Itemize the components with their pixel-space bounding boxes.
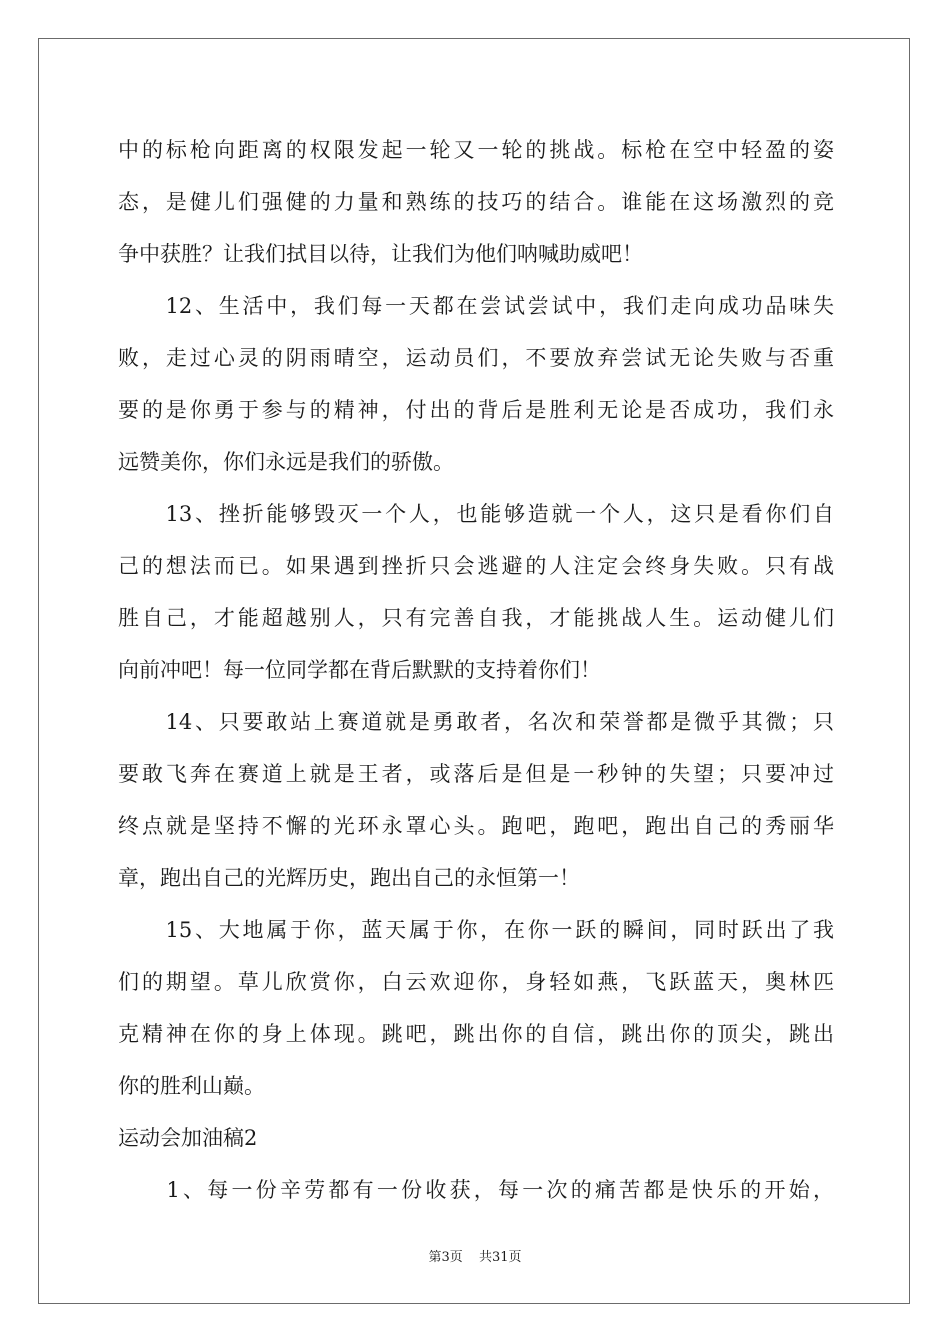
text-line: 己的想法而已。如果遇到挫折只会逃避的人注定会终身失败。只有战 [118, 554, 834, 578]
text-line: 1、每一份辛劳都有一份收获，每一次的痛苦都是快乐的开始， [118, 1178, 834, 1202]
text-line: 中的标枪向距离的权限发起一轮又一轮的挑战。标枪在空中轻盈的姿 [118, 138, 834, 162]
text-line: 13、挫折能够毁灭一个人，也能够造就一个人，这只是看你们自 [118, 502, 834, 526]
text-line: 你的胜利山巅。 [118, 1074, 265, 1098]
text-line: 14、只要敢站上赛道就是勇敢者，名次和荣誉都是微乎其微；只 [118, 710, 834, 734]
page-total: 共31页 [478, 1250, 522, 1265]
text-line: 章，跑出自己的光辉历史，跑出自己的永恒第一！ [118, 866, 580, 890]
document-body [118, 127, 834, 1219]
text-line: 们的期望。草儿欣赏你，白云欢迎你，身轻如燕，飞跃蓝天，奥林匹 [118, 970, 834, 994]
text-line: 要的是你勇于参与的精神，付出的背后是胜利无论是否成功，我们永 [118, 398, 834, 422]
page-footer [0, 1246, 950, 1265]
text-line: 远赞美你，你们永远是我们的骄傲。 [118, 450, 454, 474]
text-line: 15、大地属于你，蓝天属于你，在你一跃的瞬间，同时跃出了我 [118, 918, 834, 942]
text-line: 向前冲吧！每一位同学都在背后默默的支持着你们！ [118, 658, 601, 682]
text-line: 态，是健儿们强健的力量和熟练的技巧的结合。谁能在这场激烈的竞 [118, 190, 834, 214]
text-line: 克精神在你的身上体现。跳吧，跳出你的自信，跳出你的顶尖，跳出 [118, 1022, 834, 1046]
text-line: 争中获胜？让我们拭目以待，让我们为他们呐喊助威吧！ [118, 242, 643, 266]
text-line: 要敢飞奔在赛道上就是王者，或落后是但是一秒钟的失望；只要冲过 [118, 762, 834, 786]
page-number: 第3页 [428, 1250, 463, 1265]
text-line: 败，走过心灵的阴雨晴空，运动员们，不要放弃尝试无论失败与否重 [118, 346, 834, 370]
text-line: 运动会加油稿2 [118, 1126, 258, 1150]
text-line: 12、生活中，我们每一天都在尝试尝试中，我们走向成功品味失 [118, 294, 834, 318]
text-line: 终点就是坚持不懈的光环永罩心头。跑吧，跑吧，跑出自己的秀丽华 [118, 814, 834, 838]
text-line: 胜自己，才能超越别人，只有完善自我，才能挑战人生。运动健儿们 [118, 606, 834, 630]
